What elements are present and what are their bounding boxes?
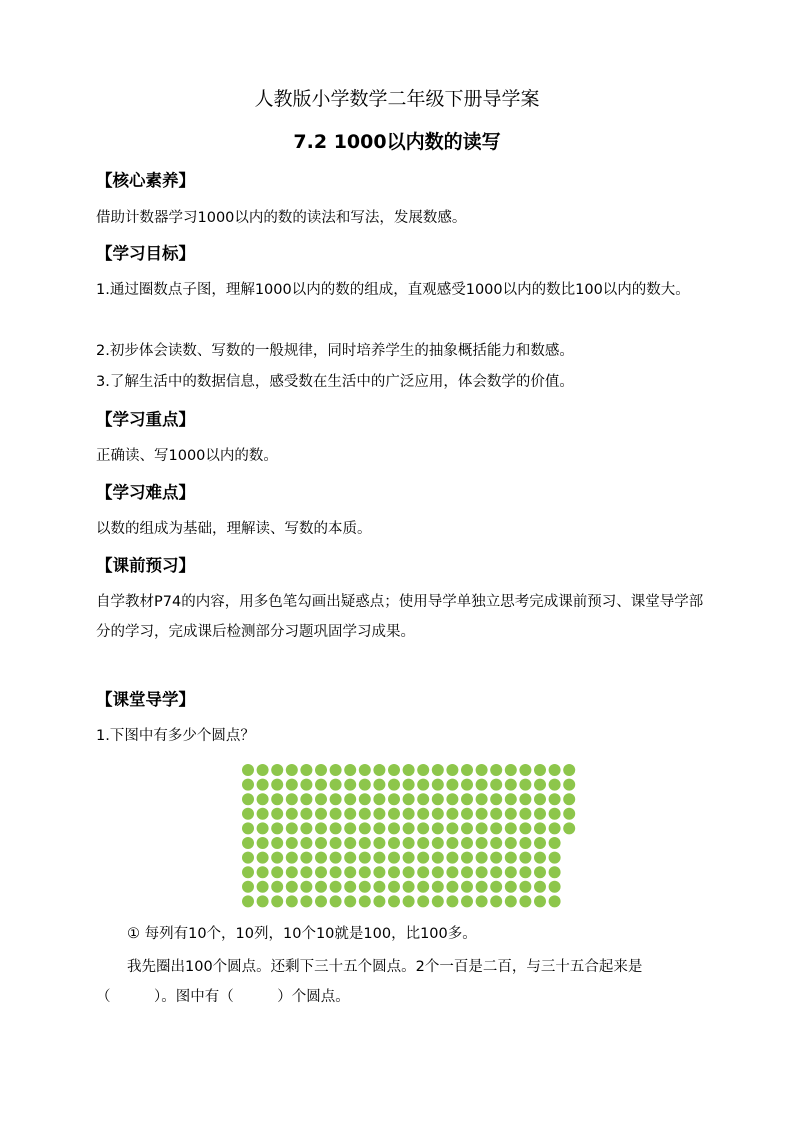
dot: [490, 866, 502, 878]
dot: [505, 837, 517, 849]
dot: [257, 764, 269, 776]
goal-item-2: 2.初步体会读数、写数的一般规律，同时培养学生的抽象概括能力和数感。: [96, 343, 574, 359]
dot: [534, 881, 546, 893]
dot: [257, 822, 269, 834]
dot: [330, 808, 342, 820]
dot: [373, 881, 385, 893]
dot: [330, 852, 342, 864]
dot: [446, 793, 458, 805]
dot: [300, 764, 312, 776]
dot: [286, 793, 298, 805]
dot: [388, 793, 400, 805]
dot: [490, 822, 502, 834]
dot: [300, 779, 312, 791]
dot: [461, 837, 473, 849]
dot: [257, 895, 269, 907]
dot: [373, 837, 385, 849]
dot: [476, 866, 488, 878]
dot: [417, 852, 429, 864]
question-1: 1.下图中有多少个圆点？: [96, 728, 255, 744]
dot: [315, 881, 327, 893]
dot: [242, 837, 254, 849]
dot: [403, 822, 415, 834]
dot: [563, 822, 575, 834]
dot: [461, 764, 473, 776]
dot: [242, 793, 254, 805]
dot: [242, 822, 254, 834]
dot: [519, 808, 531, 820]
dot: [388, 764, 400, 776]
dot: [271, 764, 283, 776]
core-text: 借助计数器学习1000以内的数的读法和写法，发展数感。: [96, 210, 467, 226]
dot: [461, 866, 473, 878]
dot: [242, 895, 254, 907]
dot: [315, 793, 327, 805]
dot: [330, 779, 342, 791]
dot: [505, 779, 517, 791]
dot: [534, 764, 546, 776]
dot: [549, 764, 561, 776]
dot: [417, 895, 429, 907]
dot: [315, 837, 327, 849]
dot: [286, 808, 298, 820]
dot: [359, 764, 371, 776]
dot: [505, 822, 517, 834]
dot: [315, 779, 327, 791]
dot: [300, 808, 312, 820]
dot: [476, 837, 488, 849]
dot: [330, 866, 342, 878]
dot: [432, 895, 444, 907]
dot: [271, 779, 283, 791]
heading-focus: 【学习重点】: [96, 410, 195, 429]
dot: [271, 822, 283, 834]
dot: [505, 808, 517, 820]
dot: [403, 808, 415, 820]
dot: [490, 881, 502, 893]
dot: [344, 837, 356, 849]
dot: [257, 866, 269, 878]
dot: [417, 837, 429, 849]
dot: [461, 793, 473, 805]
dot: [549, 881, 561, 893]
dot: [257, 779, 269, 791]
dot: [344, 881, 356, 893]
lesson-title: 7.2 1000以内数的读写: [293, 131, 501, 153]
dot: [257, 793, 269, 805]
dot: [446, 779, 458, 791]
dot: [330, 837, 342, 849]
dot: [505, 895, 517, 907]
dot: [446, 852, 458, 864]
dot: [519, 881, 531, 893]
dot: [257, 837, 269, 849]
dot: [373, 764, 385, 776]
dot: [549, 822, 561, 834]
dot: [549, 808, 561, 820]
dot: [300, 866, 312, 878]
dot: [505, 866, 517, 878]
dot: [286, 866, 298, 878]
dot: [403, 852, 415, 864]
dot: [300, 881, 312, 893]
dot: [286, 852, 298, 864]
dot: [359, 866, 371, 878]
dot: [417, 808, 429, 820]
dot: [505, 793, 517, 805]
dot: [476, 895, 488, 907]
dot: [300, 895, 312, 907]
dot: [417, 779, 429, 791]
dot: [563, 808, 575, 820]
dot: [330, 895, 342, 907]
dot: [373, 852, 385, 864]
dot: [461, 852, 473, 864]
dot: [417, 764, 429, 776]
dot: [446, 895, 458, 907]
dot: [446, 866, 458, 878]
dot: [286, 881, 298, 893]
dot: [534, 808, 546, 820]
step-2-text: 我先圈出100个圆点。还剩下三十五个圆点。2个一百是二百，与三十五合起来是（ ）。图中有（ ）个圆点。: [96, 959, 643, 1005]
dot: [534, 793, 546, 805]
dot: [476, 793, 488, 805]
dot: [271, 852, 283, 864]
dot: [286, 764, 298, 776]
dot: [242, 852, 254, 864]
heading-goals: 【学习目标】: [96, 244, 195, 263]
dot: [300, 837, 312, 849]
dot: [373, 779, 385, 791]
heading-preview: 【课前预习】: [96, 556, 195, 575]
dot: [344, 866, 356, 878]
dot: [432, 808, 444, 820]
dot: [359, 881, 371, 893]
dot: [403, 779, 415, 791]
dot: [388, 779, 400, 791]
dot: [549, 852, 561, 864]
dot: [417, 866, 429, 878]
dot: [490, 837, 502, 849]
dot: [388, 822, 400, 834]
dot: [330, 822, 342, 834]
dot: [446, 837, 458, 849]
dot: [373, 808, 385, 820]
dot: [519, 793, 531, 805]
dot: [476, 808, 488, 820]
dot: [432, 837, 444, 849]
dot: [549, 793, 561, 805]
dot: [432, 779, 444, 791]
dot: [271, 881, 283, 893]
dot: [388, 881, 400, 893]
dot: [519, 837, 531, 849]
goal-item-3: 3.了解生活中的数据信息，感受数在生活中的广泛应用，体会数学的价值。: [96, 374, 574, 390]
dot: [257, 808, 269, 820]
focus-text: 正确读、写1000以内的数。: [96, 448, 278, 464]
dot: [490, 895, 502, 907]
dot: [432, 793, 444, 805]
dot: [344, 895, 356, 907]
dot: [476, 779, 488, 791]
dot: [549, 866, 561, 878]
dot: [271, 808, 283, 820]
dot: [549, 837, 561, 849]
dot: [388, 808, 400, 820]
step-1-text: ① 每列有10个，10列，10个10就是100，比100多。: [127, 926, 477, 942]
dot: [519, 764, 531, 776]
dot: [476, 822, 488, 834]
heading-core: 【核心素养】: [96, 171, 195, 190]
dot: [300, 793, 312, 805]
dot: [315, 808, 327, 820]
dot: [315, 852, 327, 864]
dot: [388, 837, 400, 849]
dot: [344, 779, 356, 791]
dot: [432, 881, 444, 893]
dot: [257, 881, 269, 893]
dot: [490, 808, 502, 820]
dot: [534, 822, 546, 834]
heading-difficulty: 【学习难点】: [96, 483, 195, 502]
dot: [476, 881, 488, 893]
dot: [286, 895, 298, 907]
dot: [403, 793, 415, 805]
dot: [417, 822, 429, 834]
dot: [476, 764, 488, 776]
dot: [359, 837, 371, 849]
dot: [563, 779, 575, 791]
preview-text: 自学教材P74的内容，用多色笔勾画出疑惑点；使用导学单独立思考完成课前预习、课堂导学部分的学习，完成课后检测部分习题巩固学习成果。: [96, 594, 704, 640]
dot: [490, 764, 502, 776]
dot: [242, 779, 254, 791]
dot: [286, 837, 298, 849]
dot: [446, 822, 458, 834]
dot: [432, 866, 444, 878]
dot: [534, 866, 546, 878]
dot: [563, 793, 575, 805]
dot: [519, 822, 531, 834]
dot: [432, 764, 444, 776]
dot: [519, 779, 531, 791]
dot: [490, 793, 502, 805]
dot: [242, 764, 254, 776]
dot: [271, 866, 283, 878]
dot: [330, 764, 342, 776]
dot: [446, 808, 458, 820]
dot: [315, 866, 327, 878]
dot: [505, 764, 517, 776]
dot: [359, 793, 371, 805]
dot: [461, 822, 473, 834]
dot: [446, 881, 458, 893]
dot: [403, 764, 415, 776]
difficulty-text: 以数的组成为基础，理解读、写数的本质。: [96, 521, 372, 537]
dot: [344, 808, 356, 820]
dot: [534, 837, 546, 849]
dot: [344, 793, 356, 805]
dot: [519, 866, 531, 878]
dot: [242, 808, 254, 820]
dot: [330, 793, 342, 805]
dot: [330, 881, 342, 893]
dot: [432, 852, 444, 864]
dot: [476, 852, 488, 864]
dot: [549, 779, 561, 791]
dot: [417, 793, 429, 805]
dot: [373, 793, 385, 805]
dot: [505, 852, 517, 864]
dot: [403, 837, 415, 849]
dot: [373, 866, 385, 878]
dot: [446, 764, 458, 776]
dot: [300, 852, 312, 864]
dot: [359, 822, 371, 834]
dot: [461, 779, 473, 791]
dot: [271, 793, 283, 805]
dot: [359, 808, 371, 820]
dot: [286, 822, 298, 834]
dot: [359, 779, 371, 791]
dot: [359, 895, 371, 907]
dot: [534, 779, 546, 791]
dot: [519, 895, 531, 907]
dot: [315, 822, 327, 834]
dot: [490, 852, 502, 864]
dot: [519, 852, 531, 864]
dot: [403, 881, 415, 893]
dot: [315, 895, 327, 907]
dot: [534, 852, 546, 864]
dot: [461, 881, 473, 893]
dot: [549, 895, 561, 907]
dot: [388, 895, 400, 907]
dot: [432, 822, 444, 834]
dot: [490, 779, 502, 791]
dot: [344, 764, 356, 776]
heading-classroom: 【课堂导学】: [96, 690, 195, 709]
dot: [373, 895, 385, 907]
dot: [344, 822, 356, 834]
dot: [403, 895, 415, 907]
dot: [461, 808, 473, 820]
goal-item-1: 1.通过圈数点子图，理解1000以内的数的组成，直观感受1000以内的数比100以内的数大。: [96, 282, 690, 298]
document-title: 人教版小学数学二年级下册导学案: [254, 88, 540, 110]
dot: [403, 866, 415, 878]
dot: [534, 895, 546, 907]
dot-grid-figure: [241, 763, 587, 909]
dot: [257, 852, 269, 864]
dot: [242, 866, 254, 878]
dot: [388, 866, 400, 878]
dot: [388, 852, 400, 864]
dot: [373, 822, 385, 834]
dot: [300, 822, 312, 834]
dot: [286, 779, 298, 791]
dot: [344, 852, 356, 864]
dot: [461, 895, 473, 907]
dot: [417, 881, 429, 893]
dot: [271, 837, 283, 849]
dot: [315, 764, 327, 776]
dot: [359, 852, 371, 864]
dot: [505, 881, 517, 893]
dot: [242, 881, 254, 893]
dot: [563, 764, 575, 776]
dot: [271, 895, 283, 907]
